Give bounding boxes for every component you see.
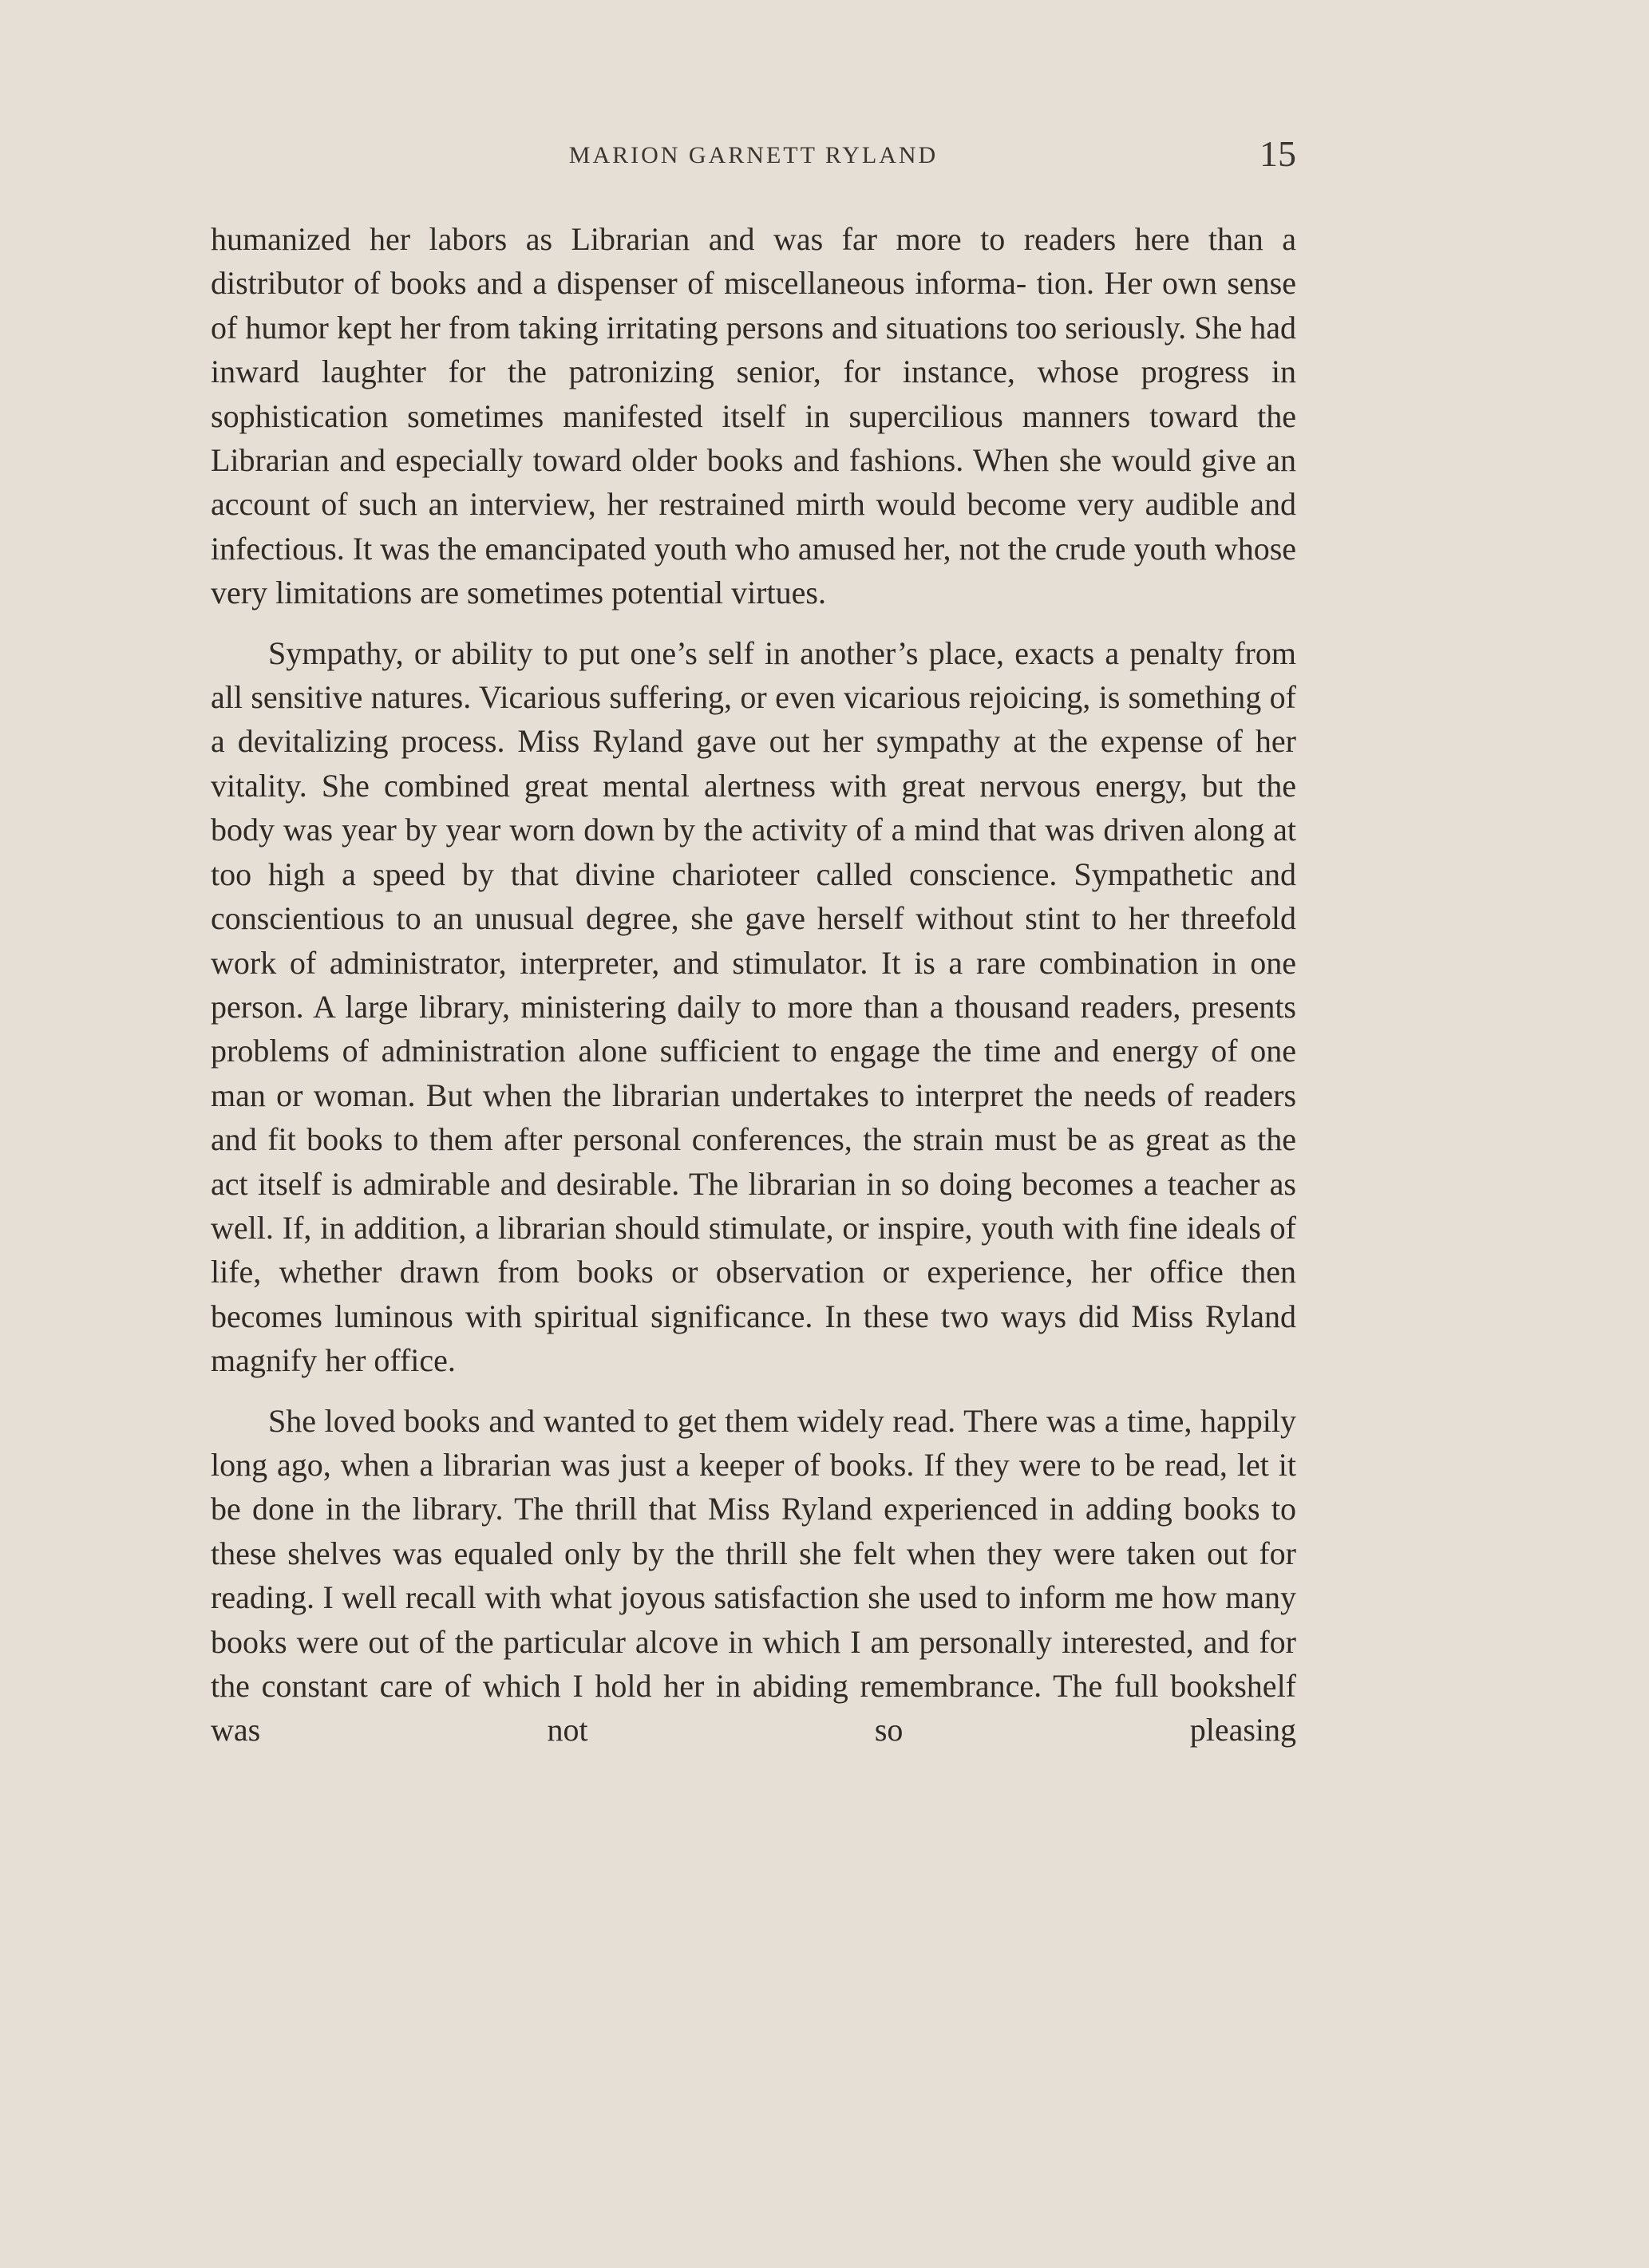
text-line: equaled only by the thrill she felt when they were taken out for [453,1535,1297,1571]
text-line: conscience. Sympathetic and conscientious to an unusual degree, she [211,855,1296,937]
text-line: I am personally interested, and for the constant care of which I hold [211,1623,1296,1704]
text-line: sometimes manifested itself in supercilious manners toward the [407,397,1296,434]
text-line: after personal conferences, the strain must be as great as the act [211,1121,1296,1202]
text-line: would become very audible and infectious. It was the emancipated [211,486,1297,567]
text-line: spiritual significance. In these two ways did Miss Ryland magnify [211,1298,1297,1379]
text-line: reading. I well recall with what joyous satisfaction she used to [211,1579,1011,1616]
text-line: interpreter, and stimulator. It is a rare combination in one person. [211,944,1296,1025]
text-line: persons and situations too seriously. She had inward laughter for [211,309,1296,390]
text-line: inspire, youth with fine ideals of life, whether drawn from books [211,1209,1297,1290]
text-line: presents problems of administration alone sufficient to engage the [211,988,1296,1069]
text-line: are sometimes potential virtues. [420,575,826,611]
text-line: Librarian and especially toward older books and fashions. When she [211,442,1102,479]
running-title: MARION GARNETT RYLAND [568,142,939,168]
body-text [211,217,1296,1752]
text-line: She loved books and wanted to get them widely read. There was [268,1402,1097,1439]
text-line: combined great mental alertness with great nervous energy, but the [384,767,1296,804]
paragraph-1 [211,217,1296,615]
text-line: time and energy of one man or woman. But when the librarian [211,1033,1297,1113]
text-line: Sympathy, or ability to put one’s self in another’s place, exacts a [268,634,1120,671]
text-line: a teacher as well. If, in addition, a librarian should stimulate, or [211,1165,1297,1246]
text-line: humanized her labors as Librarian and was far more to readers here [211,221,1190,257]
text-line: a time, happily long ago, when a librarian was just a keeper of books. [211,1402,1296,1483]
text-line: penalty from all sensitive natures. Vicarious suffering, or even [211,634,1296,716]
text-line: her in abiding remembrance. The full bookshelf was not so pleasing [211,1668,1296,1748]
text-line: If they were to be read, let it be done in the library. The thrill [211,1446,1297,1527]
text-line: itself is admirable and desirable. The librarian in so doing becomes [258,1165,1134,1202]
page-number: 15 [1259,133,1296,174]
text-line: Ryland gave out her sympathy at the expense of her vitality. She [211,723,1297,804]
text-line: or observation or experience, her office then becomes luminous with [211,1254,1297,1334]
paragraph-2 [211,631,1296,1383]
text-line: was driven along at too high a speed by that divine charioteer called [211,812,1296,892]
text-line: body was year by year worn down by the activity of a mind that [211,812,1037,848]
text-line: youth who amused her, not the crude youth whose very limitations [211,530,1297,611]
text-line: A large library, ministering daily to more than a thousand readers, [312,988,1181,1025]
text-line: than a distributor of books and a dispenser of miscellaneous informa- [211,221,1297,302]
text-line: vicarious rejoicing, is something of a devitalizing process. Miss [211,679,1297,760]
text-line: inform me how many books were out of the particular alcove in which [211,1579,1296,1660]
running-head [211,132,1296,180]
text-line: would give an account of such an interview, her restrained mirth [211,442,1296,523]
text-line: her office. [325,1342,456,1379]
text-line: gave herself without stint to her threefold work of administrator, [211,900,1297,981]
text-line: undertakes to interpret the needs of readers and fit books to them [211,1077,1297,1158]
text-line: the patronizing senior, for instance, whose progress in sophistication [211,354,1297,434]
paragraph-3 [211,1399,1296,1752]
text-line: that Miss Ryland experienced in adding books to these shelves was [211,1491,1296,1571]
text-line: tion. Her own sense of humor kept her from taking irritating [211,265,1297,346]
